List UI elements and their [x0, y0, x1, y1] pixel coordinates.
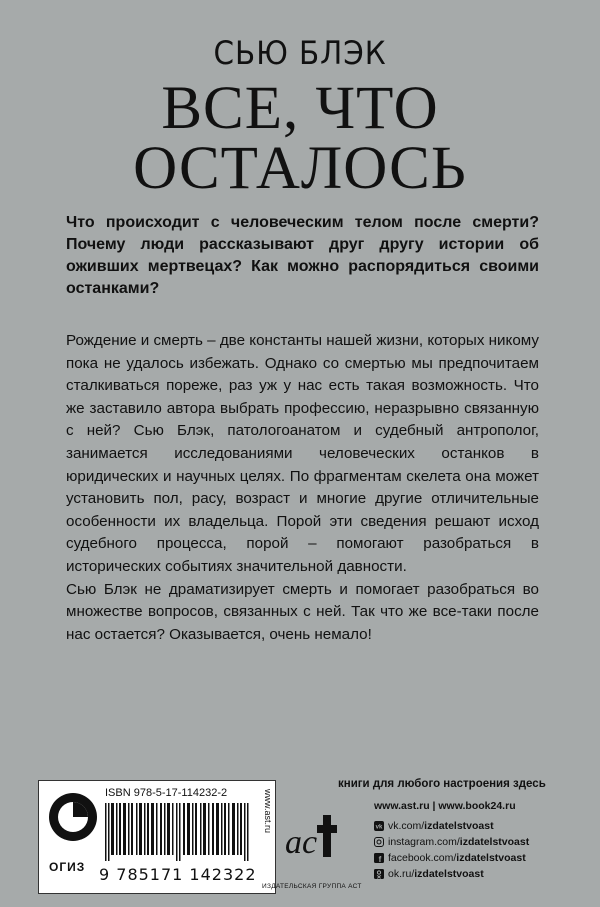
facebook-icon [374, 853, 384, 863]
lead-paragraph: Что происходит с человеческим телом после смерти? Почему люди рассказывают друг другу истории об оживших мертвецах? Как можно распорядиться своими останками? [66, 214, 539, 297]
ast-logo-icon [283, 807, 339, 863]
barcode-number: 9 785171 142322 [99, 865, 257, 884]
ok-link[interactable]: ok.ru/ izdatelstvoast [374, 866, 529, 882]
description-paragraph-1: Рождение и смерть – две константы нашей жизни, которых никому пока не удалось избежать. Однако со смертью мы предпочитаем сталкиваться пореже, раз уж у нас есть такая возможность. Что же заставило автора выбрать профессию, неразрывно связанную с ней? Сью Блэк, патологоанатом и судебный антрополог, занимается исследованиями человеческих останков в юридических и научных целях. По фрагментам скелета она может установить пол, расу, возраст и многие другие отличительные особенности их владельца. Порой эти сведения решают исход судебного процесса, порой – помогают разобраться в исторических событиях значительной давности. [66, 332, 539, 575]
instagram-icon [374, 837, 384, 847]
book-title-line-2: ОСТАЛОСЬ [133, 135, 467, 202]
social-links [374, 800, 529, 882]
ogiz-label: ОГИЗ [49, 860, 86, 874]
barcode-box [38, 780, 276, 894]
book-title-line-1: ВСЕ, ЧТО [161, 75, 439, 142]
website-links[interactable]: www.ast.ru | www.book24.ru [374, 800, 516, 812]
ok-icon [374, 869, 384, 879]
author-name: СЬЮ БЛЭК [213, 34, 387, 72]
instagram-link[interactable]: instagram.com/ izdatelstvoast [374, 834, 529, 850]
facebook-link[interactable]: f facebook.com/ izdatelstvoast [374, 850, 529, 866]
publisher-name: ИЗДАТЕЛЬСКАЯ ГРУППА АСТ [262, 883, 362, 890]
isbn-text: ISBN 978-5-17-114232-2 [105, 787, 228, 799]
svg-text:ac: ac [285, 824, 318, 861]
description [66, 330, 539, 646]
barcode-bars [105, 803, 251, 861]
vk-link[interactable]: vk vk.com/ izdatelstvoast [375, 820, 494, 832]
barcode-side-url: www.ast.ru [263, 789, 273, 834]
svg-text:f: f [378, 855, 382, 863]
description-paragraph-2: Сью Блэк не драматизирует смерть и помогает разобраться во множестве вопросов, связанных с ней. Так что же все-таки после нас остается? Оказывается, очень немало! [66, 580, 539, 643]
slogan: книги для любого настроения здесь [338, 778, 546, 790]
svg-text:vk: vk [375, 824, 383, 831]
ogiz-logo-icon [47, 791, 99, 843]
vk-icon [374, 821, 384, 831]
